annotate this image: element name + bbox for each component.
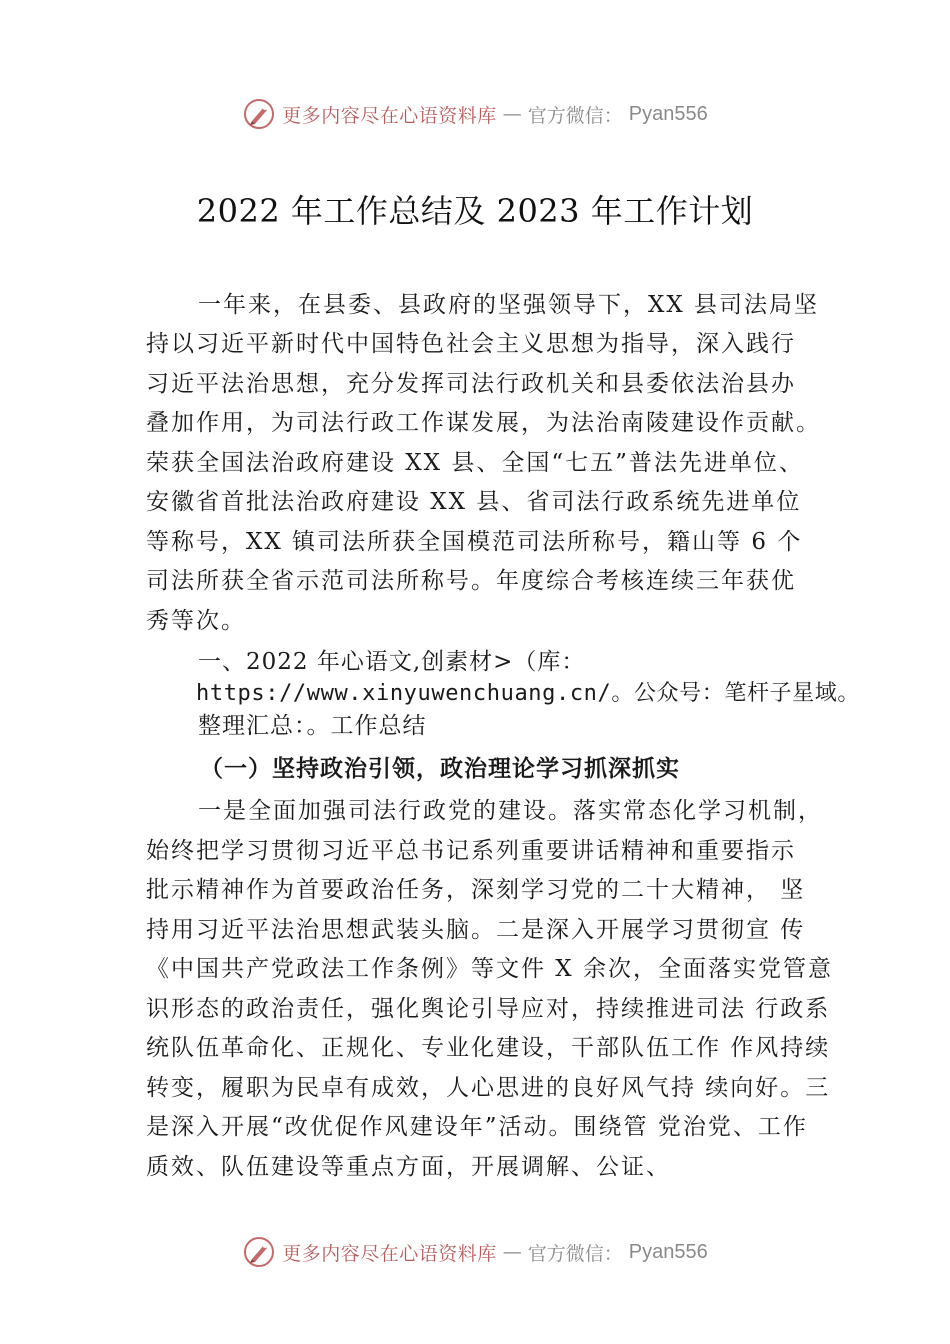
- body-line: 秀等次。: [146, 608, 246, 634]
- body-line: 习近平法治思想，充分发挥司法行政机关和县委依法治县办: [146, 371, 796, 397]
- body-line: 整理汇总：。工作总结: [198, 713, 427, 739]
- body-line: 持用习近平法治思想武装头脑。二是深入开展学习贯彻宣 传: [146, 917, 806, 943]
- section-heading-line: 一、2022 年心语文,创素材>（库：: [198, 649, 586, 675]
- watermark-header: [0, 94, 950, 134]
- watermark-text: 更多内容尽在心语资料库: [282, 1242, 497, 1265]
- body-line: 《中国共产党政法工作条例》等文件 X 余次，全面落实党管意: [146, 956, 833, 982]
- watermark-label: 官方微信：: [527, 1242, 623, 1265]
- body-line: 识形态的政治责任，强化舆论引导应对，持续推进司法 行政系: [146, 996, 831, 1022]
- body-line: 批示精神作为首要政治任务，深刻学习党的二十大精神， 坚: [146, 877, 806, 903]
- body-line: 叠加作用，为司法行政工作谋发展，为法治南陵建设作贡献。: [146, 410, 821, 436]
- body-line: 荣获全国法治政府建设 XX 县、全国“七五”普法先进单位、: [146, 450, 804, 476]
- body-line: 是深入开展“改优促作风建设年”活动。围绕管 党治党、工作: [146, 1114, 808, 1140]
- body-line: 始终把学习贯彻习近平总书记系列重要讲话精神和重要指示: [146, 838, 796, 864]
- subsection-heading: （一）坚持政治引领，政治理论学习抓深抓实: [200, 755, 680, 782]
- watermark-separator: —: [502, 103, 522, 125]
- source-url-line: https://www.xinyuwenchuang.cn/。公众号：笔杆子星域。: [196, 681, 860, 706]
- body-line: 安徽省首批法治政府建设 XX 县、省司法行政系统先进单位: [146, 489, 802, 515]
- watermark-separator: —: [502, 1241, 522, 1263]
- body-line: 转变，履职为民卓有成效，人心思进的良好风气持 续向好。三: [146, 1075, 831, 1101]
- body-line: 统队伍革命化、正规化、专业化建设，干部队伍工作 作风持续: [146, 1035, 831, 1061]
- watermark-wechat-id: Pyan556: [628, 102, 708, 125]
- pen-nib-seal-icon: [242, 97, 276, 131]
- watermark-wechat-id: Pyan556: [628, 1240, 708, 1263]
- document-title: 2022 年工作总结及 2023 年工作计划: [196, 192, 754, 230]
- pen-nib-seal-icon: [242, 1235, 276, 1269]
- watermark-text: 更多内容尽在心语资料库: [282, 104, 497, 127]
- watermark-label: 官方微信：: [527, 104, 623, 127]
- body-line: 司法所获全省示范司法所称号。年度综合考核连续三年获优: [146, 568, 796, 594]
- body-line: 质效、队伍建设等重点方面，开展调解、公证、: [146, 1154, 671, 1180]
- body-line: 一是全面加强司法行政党的建设。落实常态化学习机制，: [198, 798, 823, 824]
- body-line: 等称号，XX 镇司法所获全国模范司法所称号，籍山等 6 个: [146, 529, 803, 555]
- body-line: 一年来，在县委、县政府的坚强领导下，XX 县司法局坚: [198, 292, 820, 318]
- watermark-footer: [0, 1232, 950, 1272]
- body-line: 持以习近平新时代中国特色社会主义思想为指导，深入践行: [146, 331, 796, 357]
